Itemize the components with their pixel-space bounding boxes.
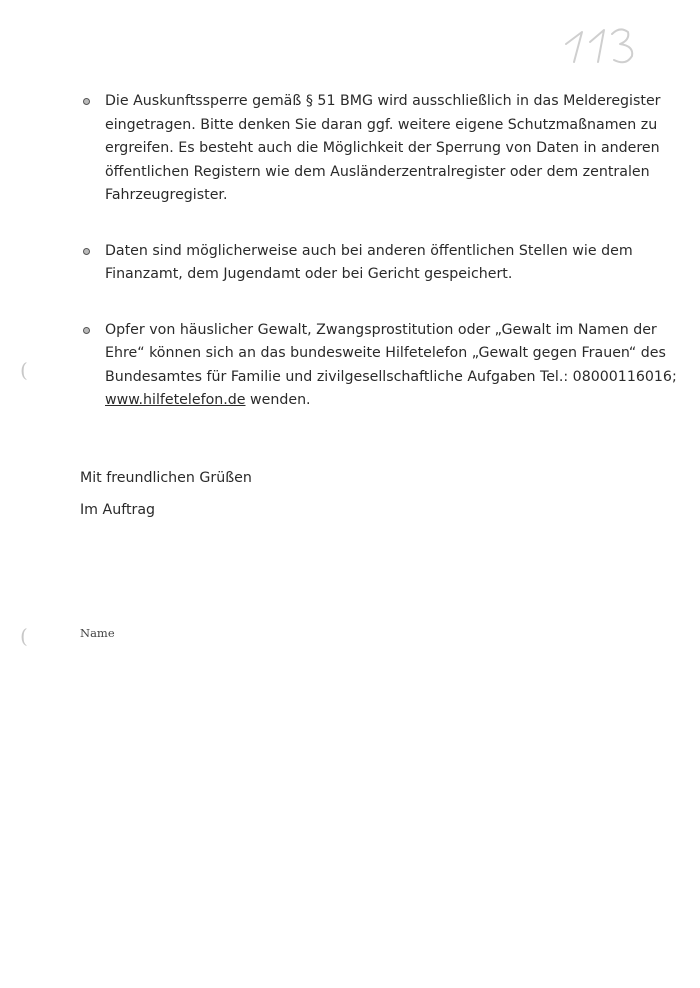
bullet-text: Daten sind möglicherweise auch bei anderen öffentlichen Stellen wie dem Finanzamt, dem Jugendamt oder bei Gericht gespeichert. [105, 242, 633, 282]
bullet-text-suffix: wenden. [245, 392, 311, 408]
closing-on-behalf: Im Auftrag [80, 502, 156, 518]
bullet-item-opfer [82, 319, 682, 413]
bullet-text: Die Auskunftssperre gemäß § 51 BMG wird ausschließlich in das Melderegister eingetragen. Bitte denken Sie daran ggf. weitere eigene Schutzmaßnamen zu ergreifen. Es besteht auch die Möglichkeit der Sperrung von Daten in anderen öffentlichen Registern wie dem Ausländerzentralregister oder dem zentralen Fahrzeugregister. [105, 93, 661, 203]
info-bullet-list [82, 90, 682, 445]
bullet-item-daten [82, 240, 682, 287]
bullet-icon [83, 98, 90, 105]
bullet-item-auskunftssperre [82, 90, 682, 208]
name-label: Name [80, 626, 115, 640]
bullet-icon [83, 248, 90, 255]
handwritten-page-number [560, 18, 640, 68]
margin-mark-lower: ( [20, 624, 28, 648]
bullet-text: Opfer von häuslicher Gewalt, Zwangsprostitution oder „Gewalt im Namen der Ehre“ können sich an das bundesweite Hilfetelefon „Gewalt gegen Frauen“ des Bundesamtes für Familie und zivilgesellschaftliche Aufgaben Tel.: 08000116016; [105, 321, 677, 385]
bullet-icon [83, 327, 90, 334]
hilfetelefon-link[interactable]: www.hilfetelefon.de [105, 392, 246, 408]
margin-mark-upper: ( [20, 358, 28, 382]
closing-greeting: Mit freundlichen Grüßen [80, 470, 252, 486]
